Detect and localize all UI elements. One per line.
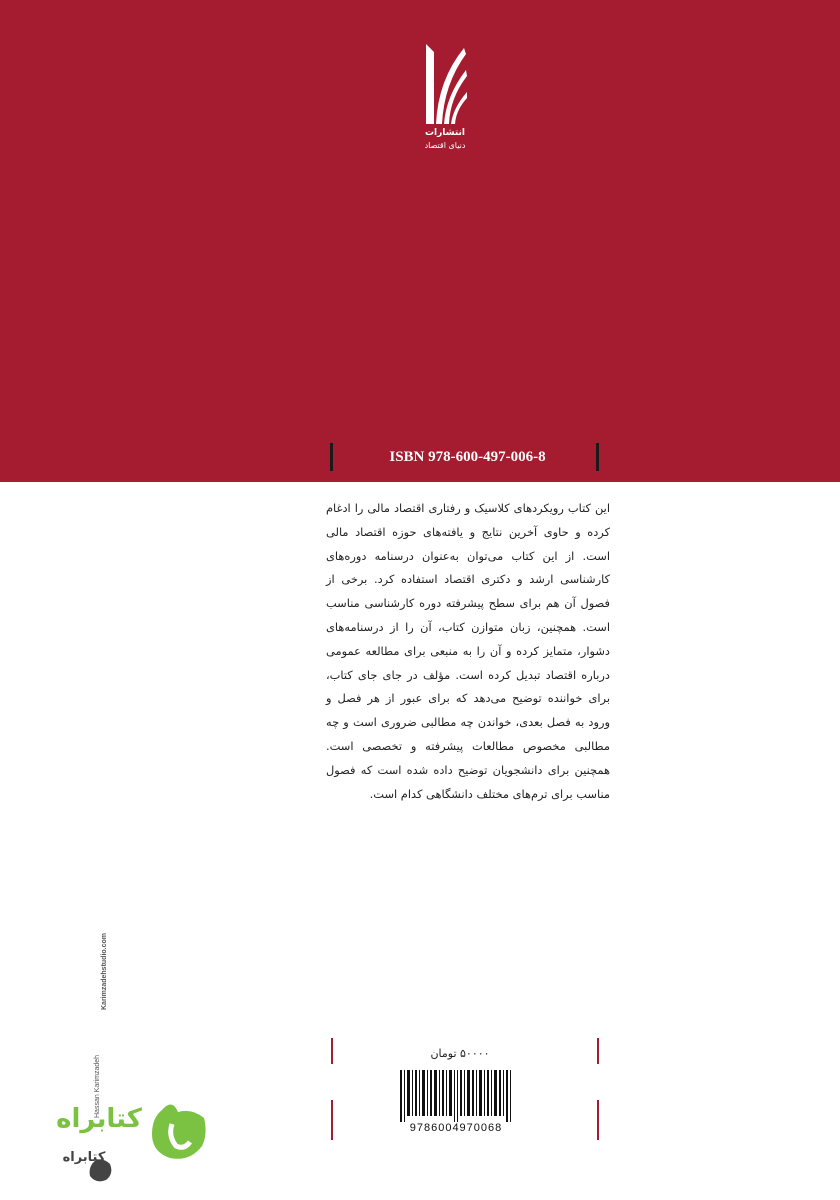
ketabrah-wordmark: کتابراه [56,1104,142,1134]
price-left-rule [331,1038,333,1064]
designer-website: Karimzadehstudio.com [101,932,108,1010]
barcode-right-rule [597,1100,599,1140]
ketabrah-wordmark-small: کتابراه [62,1150,106,1165]
publisher-name-line1: انتشارات [425,128,465,138]
isbn-label: ISBN 978-600-497-006-8 [389,449,546,465]
price-label: ۵۰۰۰۰ تومان [430,1047,490,1060]
price-right-rule [597,1038,599,1064]
publisher-logo [420,40,470,155]
designer-name: Hassan Karimzadeh [94,1054,101,1118]
barcode-number: 9786004970068 [409,1122,503,1134]
barcode-bars [394,1070,518,1122]
isbn-left-rule [330,443,333,471]
ketabrah-logo-icon [44,1088,214,1188]
publisher-name-line2: دنیای اقتصاد [424,141,466,150]
back-cover-blurb: این کتاب رویکردهای کلاسیک و رفتاری اقتصاد مالی را ادغام کرده و حاوی آخرین نتایج و یافته‌های حوزه اقتصاد مالی است. از این کتاب می‌توان به‌عنوان درسنامه دوره‌های کارشناسی ارشد و دکتری اقتصاد استفاده کرد. برخی از فصول آن هم برای سطح پیشرفته دوره کارشناسی مناسب است. همچنین، زبان متوازن کتاب، آن را از درسنامه‌های دشوار، متمایز کرده و آن را به منبعی برای مطالعه عمومی درباره اقتصاد تبدیل کرده است. مؤلف در جای جای کتاب، برای خواننده توضیح می‌دهد که برای عبور از هر فصل و ورود به فصل بعدی، خواندن چه مطالبی ضروری است و چه مطالبی مخصوص مطالعات پیشرفته و تخصصی است. همچنین برای دانشجویان توضیح داده شده است که فصول مناسب برای ترم‌های مختلف دانشگاهی کدام است. [326,501,610,801]
ketabrah-watermark [44,1088,214,1188]
barcode [394,1070,518,1138]
book-pages-icon [420,40,470,128]
isbn-right-rule [596,443,599,471]
barcode-left-rule [331,1100,333,1140]
